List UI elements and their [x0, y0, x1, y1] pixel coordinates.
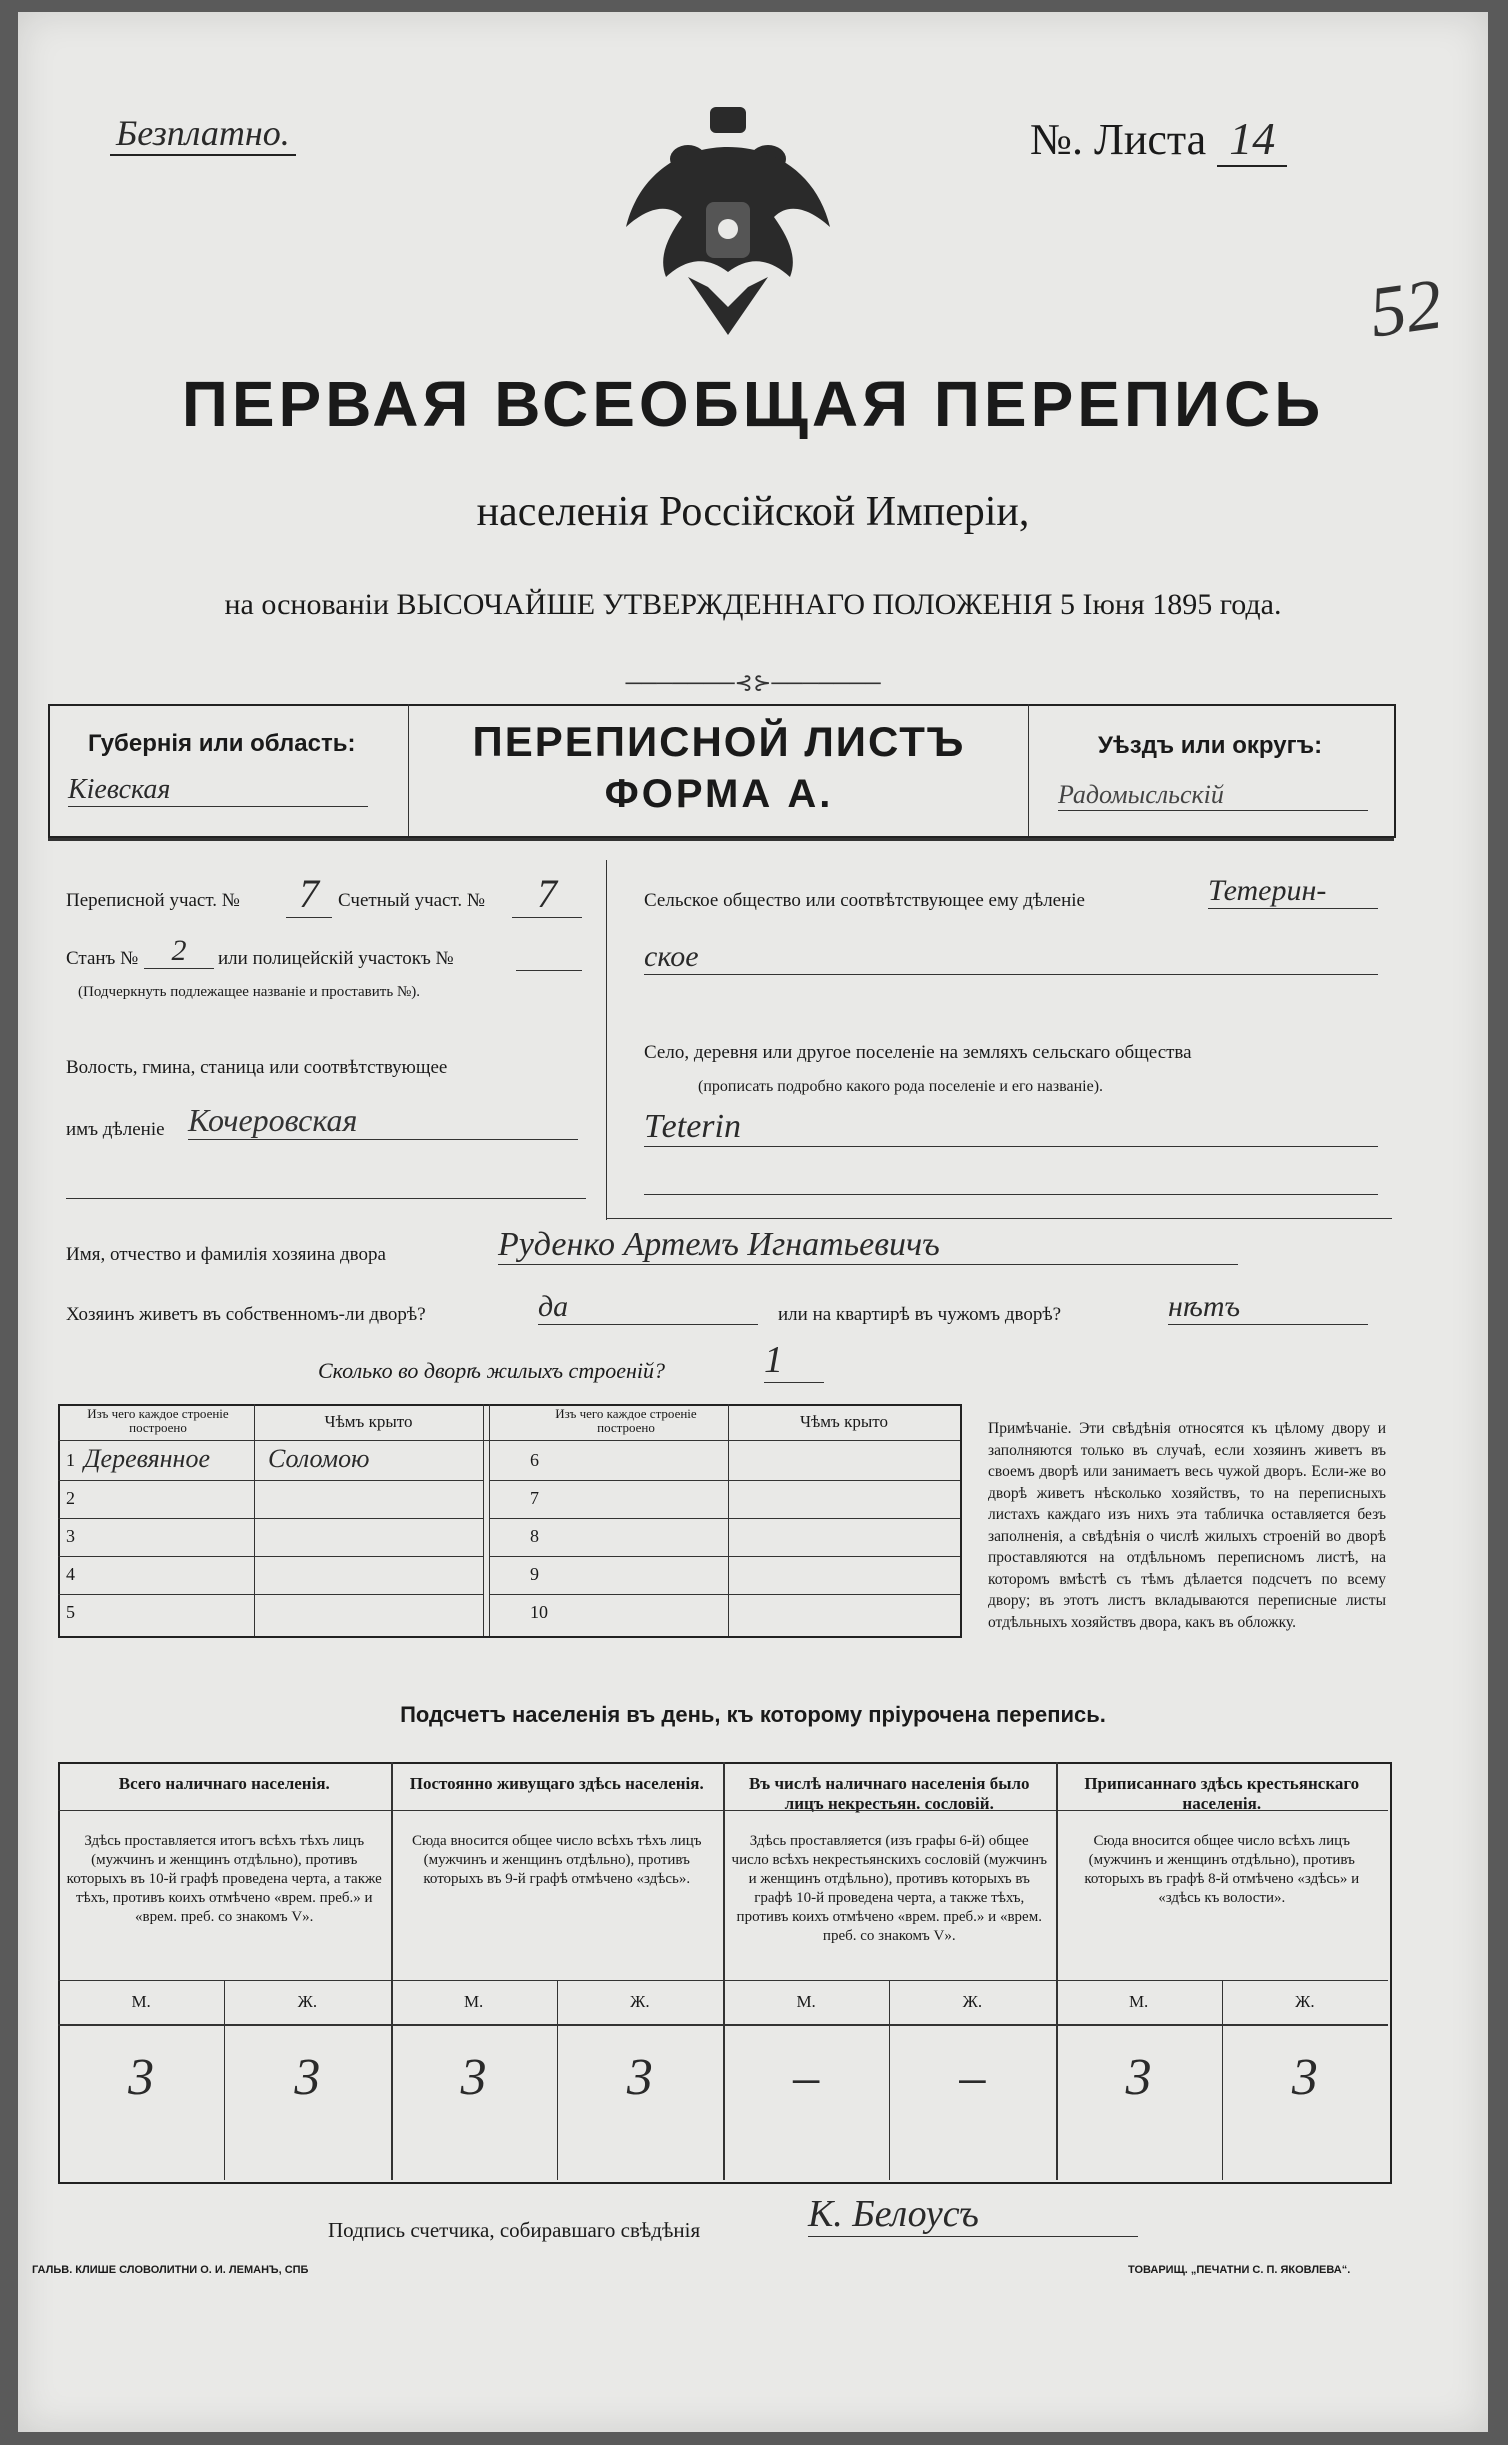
female-header: Ж.	[1295, 1992, 1315, 2011]
double-headed-eagle-emblem	[618, 107, 838, 337]
volost-label: Волость, гмина, станица или соотвѣтствующее	[66, 1057, 448, 1078]
volost-label-2: имъ дѣленіе	[66, 1119, 165, 1140]
stan-value: 2	[144, 934, 214, 969]
signature-value: К. Белоусъ	[808, 2192, 1138, 2237]
male-count: 3	[460, 2049, 487, 2106]
form-letter: ФОРМА А.	[604, 772, 834, 816]
female-count: –	[959, 2049, 986, 2106]
building-row-number: 7	[530, 1488, 539, 1508]
building-row-number: 5	[66, 1602, 75, 1622]
population-column-desc: Сюда вносится общее число всѣхъ лицъ (мужчинъ и женщинъ отдѣльно), противъ которыхъ въ графѣ 8-й отмѣчено «здѣсь» и «здѣсь къ волости».	[1084, 1833, 1360, 1906]
female-count: 3	[626, 2049, 653, 2106]
male-header: М.	[1128, 1992, 1149, 2011]
buildings-value: 1	[764, 1338, 824, 1383]
society-value-2: ское	[644, 940, 1378, 975]
male-header: М.	[796, 1992, 816, 2011]
guberniya-value: Кіевская	[68, 774, 368, 807]
own-yard-label: Хозяинъ живетъ въ собственномъ-ли дворѣ?	[66, 1304, 426, 1325]
main-title: ПЕРВАЯ ВСЕОБЩАЯ ПЕРЕПИСЬ	[181, 368, 1325, 440]
male-header: М.	[131, 1992, 151, 2011]
village-value: Теterin	[644, 1108, 1378, 1147]
male-header: М.	[463, 1992, 484, 2011]
population-column-desc: Здѣсь проставляется итогъ всѣхъ тѣхъ лицъ (мужчинъ и женщинъ отдѣльно), противъ которыхъ въ 10-й графѣ проведена черта, а также тѣхъ, противъ коихъ отмѣчено «врем. преб.» и «врем. преб. со знакомъ V».	[66, 1833, 382, 1925]
census-district-label: Переписной участ. №	[66, 890, 240, 911]
sheet-number	[1030, 112, 1287, 167]
sheet-number-value: 14	[1217, 112, 1287, 167]
population-table	[58, 1762, 1392, 2184]
female-header: Ж.	[630, 1992, 650, 2011]
guberniya-label: Губернія или область:	[88, 730, 356, 757]
subtitle: населенія Россійской Имперіи,	[476, 489, 1030, 535]
rented-label: или на квартирѣ въ чужомъ дворѣ?	[778, 1304, 1062, 1325]
volost-value: Кочеровская	[188, 1102, 578, 1140]
population-column-title: Приписаннаго здѣсь крестьянскаго населенія.	[1084, 1774, 1360, 1813]
uezd-label: Уѣздъ или округъ:	[1098, 732, 1323, 759]
building-row-number: 4	[66, 1564, 75, 1584]
male-count: 3	[1125, 2049, 1152, 2106]
population-column-title: Всего наличнаго населенія.	[118, 1774, 330, 1793]
population-column-desc: Здѣсь проставляется (изъ графы 6-й) общее число всѣхъ некрестьянскихъ сословій (мужчинъ и женщинъ отдѣльно), противъ которыхъ въ графѣ 10-й проведена черта, а также тѣхъ, противъ коихъ отмѣчено «врем. преб.» и «врем. преб. со знакомъ V».	[731, 1833, 1047, 1944]
col-material-right: Изъ чего каждое строеніе построено	[555, 1406, 697, 1435]
form-title: ПЕРЕПИСНОЙ ЛИСТЪ	[472, 718, 966, 765]
archive-number: 52	[1364, 263, 1448, 353]
owner-value: Руденко Артемъ Игнатьевичъ	[498, 1226, 1238, 1265]
stan-label: Станъ №	[66, 948, 139, 969]
police-label: или полицейскій участокъ №	[218, 948, 454, 969]
uezd-value: Радомысльскій	[1058, 780, 1368, 811]
building-row-number: 10	[530, 1602, 548, 1622]
female-header: Ж.	[962, 1992, 983, 2011]
ornament-divider: ───────⊰⊱───────	[625, 670, 881, 695]
signature-label: Подпись счетчика, собиравшаго свѣдѣнія	[328, 2218, 701, 2242]
population-column-title: Постоянно живущаго здѣсь населенія.	[409, 1774, 704, 1793]
population-column-title: Въ числѣ наличнаго населенія было лицъ некрестьян. сословій.	[748, 1774, 1030, 1813]
village-note: (прописать подробно какого рода поселеніе и его названіе).	[698, 1078, 1104, 1095]
col-roof-left: Чѣмъ крыто	[324, 1412, 413, 1431]
census-district-value: 7	[286, 870, 332, 918]
society-value-1: Тетерин-	[1208, 874, 1378, 909]
own-yard-value: да	[538, 1290, 758, 1325]
note-text: Примѣчаніе. Эти свѣдѣнія относятся къ цѣлому двору и заполняются только въ случаѣ, если хозяинъ живетъ въ своемъ дворѣ или занимаетъ весь чужой дворъ. Если-же во дворѣ живетъ нѣсколько хозяйствъ, то на переписныхъ листахъ каждаго изъ нихъ эта табличка оставляется безъ заполненія, а свѣдѣнія о числѣ жилыхъ строеній во дворѣ проставляются на отдѣльномъ переписномъ листѣ, на которомъ вмѣстѣ съ тѣмъ дѣлается подсчетъ по всему двору; въ этотъ листъ вкладываются переписные листы отдѣльныхъ хозяйствъ двора, какъ въ обложку.	[988, 1420, 1386, 1631]
col-roof-right: Чѣмъ крыто	[800, 1412, 888, 1431]
counting-district-label: Счетный участ. №	[338, 890, 485, 911]
basis-line: на основаніи ВЫСОЧАЙШЕ УТВЕРЖДЕННАГО ПОЛОЖЕНІЯ 5 Іюня 1895 года.	[224, 588, 1282, 621]
footer-right: ТОВАРИЩ. „ПЕЧАТНИ С. П. ЯКОВЛЕВА“.	[1128, 2264, 1351, 2276]
building-row-number: 3	[66, 1526, 75, 1546]
society-label: Сельское общество или соотвѣтствующее ему дѣленіе	[644, 890, 1085, 911]
underline-note: (Подчеркнуть подлежащее названіе и проставить №).	[78, 984, 420, 1000]
buildings-label: Сколько во дворѣ жилыхъ строеній?	[318, 1358, 665, 1383]
col-material-left: Изъ чего каждое строеніе построено	[87, 1406, 229, 1435]
building-roof: Соломою	[268, 1444, 370, 1473]
village-label: Село, деревня или другое поселеніе на земляхъ сельскаго общества	[644, 1042, 1192, 1063]
female-count: 3	[294, 2049, 321, 2106]
building-row-number: 1	[66, 1450, 75, 1470]
female-count: 3	[1291, 2049, 1318, 2106]
population-heading: Подсчетъ населенія въ день, къ которому пріурочена перепись.	[400, 1702, 1106, 1727]
building-row-number: 2	[66, 1488, 75, 1508]
building-material: Деревянное	[84, 1444, 210, 1473]
male-count: –	[793, 2049, 820, 2106]
rented-value: нѣтъ	[1168, 1290, 1368, 1325]
building-row-number: 6	[530, 1450, 539, 1470]
sheet-number-label: №. Листа	[1030, 115, 1207, 164]
footer-left: ГАЛЬВ. КЛИШЕ СЛОВОЛИТНИ О. И. ЛЕМАНЪ, СПБ	[32, 2264, 309, 2276]
male-count: 3	[128, 2049, 155, 2106]
building-row-number: 9	[530, 1564, 539, 1584]
population-column-desc: Сюда вносится общее число всѣхъ тѣхъ лицъ (мужчинъ и женщинъ отдѣльно), противъ которыхъ въ 9-й графѣ отмѣчено «здѣсь».	[411, 1833, 702, 1887]
building-row-number: 8	[530, 1526, 539, 1546]
owner-label: Имя, отчество и фамилія хозяина двора	[66, 1244, 386, 1265]
female-header: Ж.	[297, 1992, 318, 2011]
free-label: Безплатно.	[110, 112, 296, 156]
census-sheet	[18, 12, 1488, 2432]
counting-district-value: 7	[512, 870, 582, 918]
